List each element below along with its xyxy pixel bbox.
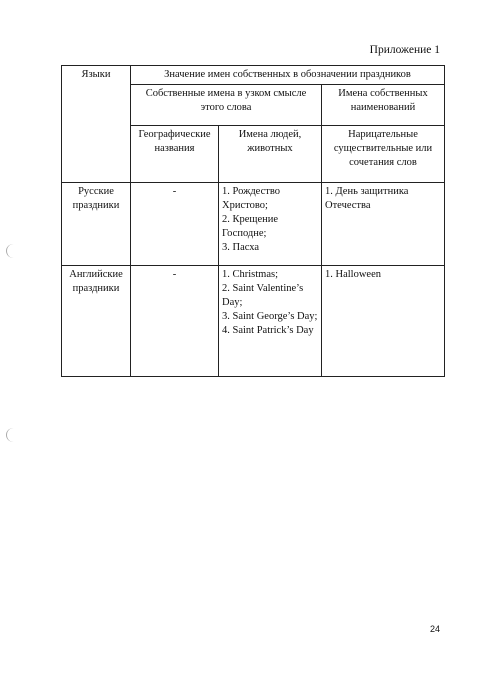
- table-row-russian: [62, 183, 445, 266]
- appendix-label: Приложение 1: [369, 44, 440, 56]
- list-item: 1. Christmas;: [222, 269, 279, 280]
- row-language: Русские праздники: [62, 183, 131, 266]
- list-item: 1. Рождество Христово;: [222, 186, 280, 211]
- header-people: Имена людей, животных: [219, 126, 322, 183]
- header-narrow: Собственные имена в узком смысле этого слова: [131, 85, 322, 126]
- list-item: 1. Halloween: [325, 269, 381, 280]
- table-header-row-1: [62, 66, 445, 85]
- row-language: Английские праздники: [62, 266, 131, 377]
- row-common: [322, 183, 445, 266]
- list-item: 2. Saint Valentine’s Day;: [222, 283, 304, 308]
- list-item: 2. Крещение Господне;: [222, 214, 279, 239]
- list-item: 3. Saint George’s Day;: [222, 311, 318, 322]
- list-item: 1. День защитника Отечества: [325, 186, 409, 211]
- header-geo: Географические названия: [131, 126, 219, 183]
- page-number: 24: [429, 624, 440, 634]
- header-meaning: Значение имен собственных в обозначении праздников: [131, 66, 445, 85]
- row-common: [322, 266, 445, 377]
- header-common: Нарицательные существительные или сочетания слов: [322, 126, 445, 183]
- header-languages: Языки: [62, 66, 131, 183]
- row-people: [219, 266, 322, 377]
- binder-hole-mark: [6, 244, 21, 258]
- row-people: [219, 183, 322, 266]
- header-proper-names: Имена собственных наименований: [322, 85, 445, 126]
- table-row-english: [62, 266, 445, 377]
- list-item: 3. Пасха: [222, 242, 260, 253]
- row-geo: -: [131, 183, 219, 266]
- list-item: 4. Saint Patrick’s Day: [222, 325, 314, 336]
- row-geo: -: [131, 266, 219, 377]
- holidays-table: [61, 65, 445, 377]
- binder-hole-mark: [6, 428, 21, 442]
